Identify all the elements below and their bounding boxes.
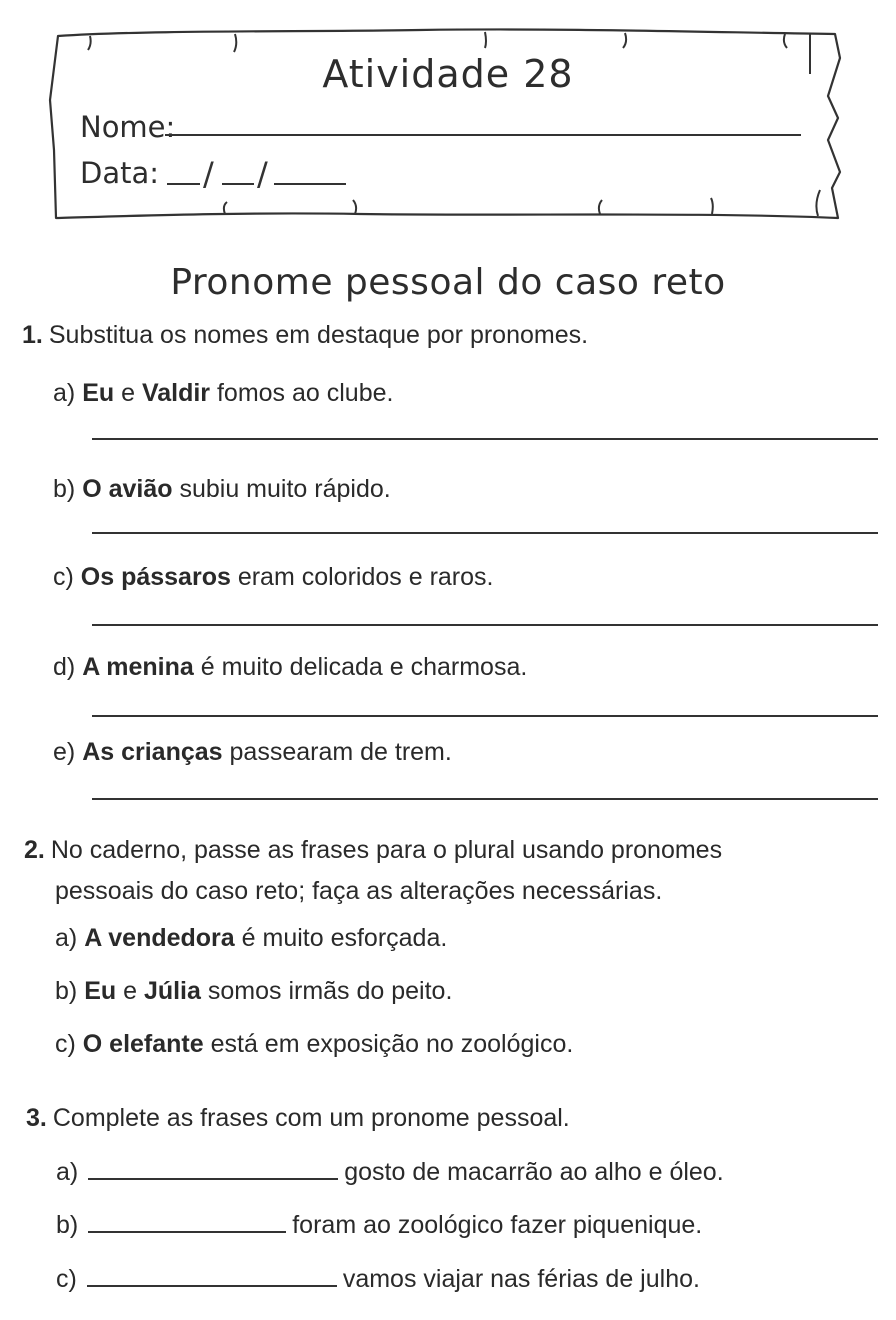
answer-line-c[interactable] (92, 624, 878, 626)
sentence-rest: eram coloridos e raros. (230, 563, 494, 591)
connector: e (116, 977, 144, 1005)
q1-item-b (53, 474, 391, 504)
fill-blank[interactable] (88, 1213, 286, 1233)
q2-item-b (55, 976, 452, 1006)
q3-item-a (56, 1157, 724, 1187)
sentence-rest: gosto de macarrão ao alho e óleo. (344, 1158, 724, 1186)
q3-item-b (56, 1210, 702, 1240)
highlight-noun: Os pássaros (80, 563, 231, 591)
q2-item-a (55, 923, 447, 953)
activity-title: Atividade 28 (322, 52, 574, 96)
connector: e (114, 379, 142, 407)
answer-line-e[interactable] (92, 798, 878, 800)
date-separator: / (203, 155, 214, 193)
sentence-rest: está em exposição no zoológico. (203, 1030, 574, 1058)
date-day-line[interactable] (167, 183, 200, 185)
highlight-noun: Eu (82, 379, 115, 407)
item-letter: b) (56, 1211, 79, 1239)
q2-text: No caderno, passe as frases para o plural usando pronomes (50, 836, 723, 864)
q3-item-c (56, 1264, 700, 1294)
q1-item-c (53, 562, 493, 592)
sentence-rest: passearam de trem. (222, 738, 452, 766)
q1-number: 1. (22, 321, 43, 349)
item-letter: c) (56, 1265, 77, 1293)
sentence-rest: vamos viajar nas férias de julho. (342, 1265, 700, 1293)
answer-line-a[interactable] (92, 438, 878, 440)
item-letter: b) (53, 475, 76, 503)
item-letter: c) (53, 563, 74, 591)
item-letter: a) (53, 379, 76, 407)
worksheet-subtitle: Pronome pessoal do caso reto (170, 262, 726, 303)
fill-blank[interactable] (88, 1160, 338, 1180)
name-label: Nome: (80, 110, 176, 144)
item-letter: d) (53, 653, 76, 681)
sentence-rest: somos irmãs do peito. (200, 977, 453, 1005)
q1-text: Substitua os nomes em destaque por pronomes. (48, 321, 589, 349)
highlight-noun: Júlia (143, 977, 201, 1005)
date-label: Data: (80, 156, 160, 190)
sentence-rest: subiu muito rápido. (172, 475, 391, 503)
name-field-line[interactable] (165, 134, 801, 136)
highlight-noun: O avião (82, 475, 173, 503)
q1-item-a (53, 378, 393, 408)
answer-line-b[interactable] (92, 532, 878, 534)
q1-item-e (53, 737, 452, 767)
q2-number: 2. (24, 836, 45, 864)
sentence-rest: fomos ao clube. (210, 379, 394, 407)
item-letter: c) (55, 1030, 76, 1058)
item-letter: e) (53, 738, 76, 766)
highlight-noun: O elefante (82, 1030, 204, 1058)
answer-line-d[interactable] (92, 715, 878, 717)
highlight-noun: Valdir (141, 379, 211, 407)
highlight-noun: A menina (82, 653, 194, 681)
q2-item-c (55, 1029, 573, 1059)
sentence-rest: é muito delicada e charmosa. (193, 653, 528, 681)
item-letter: a) (55, 924, 78, 952)
q3-text: Complete as frases com um pronome pessoal. (52, 1104, 570, 1132)
fill-blank[interactable] (87, 1267, 337, 1287)
highlight-noun: As crianças (82, 738, 223, 766)
sentence-rest: foram ao zoológico fazer piquenique. (292, 1211, 703, 1239)
highlight-noun: A vendedora (84, 924, 235, 952)
date-year-line[interactable] (274, 183, 346, 185)
item-letter: b) (55, 977, 78, 1005)
q1-item-d (53, 652, 527, 682)
q1-instruction (22, 320, 588, 350)
q2-instruction-line1 (24, 835, 722, 865)
q3-instruction (26, 1103, 570, 1133)
date-separator: / (257, 155, 268, 193)
date-month-line[interactable] (222, 183, 254, 185)
q2-instruction-line2: pessoais do caso reto; faça as alterações necessárias. (55, 877, 663, 905)
sentence-rest: é muito esforçada. (234, 924, 448, 952)
highlight-noun: Eu (84, 977, 117, 1005)
q3-number: 3. (26, 1104, 47, 1132)
item-letter: a) (56, 1158, 79, 1186)
